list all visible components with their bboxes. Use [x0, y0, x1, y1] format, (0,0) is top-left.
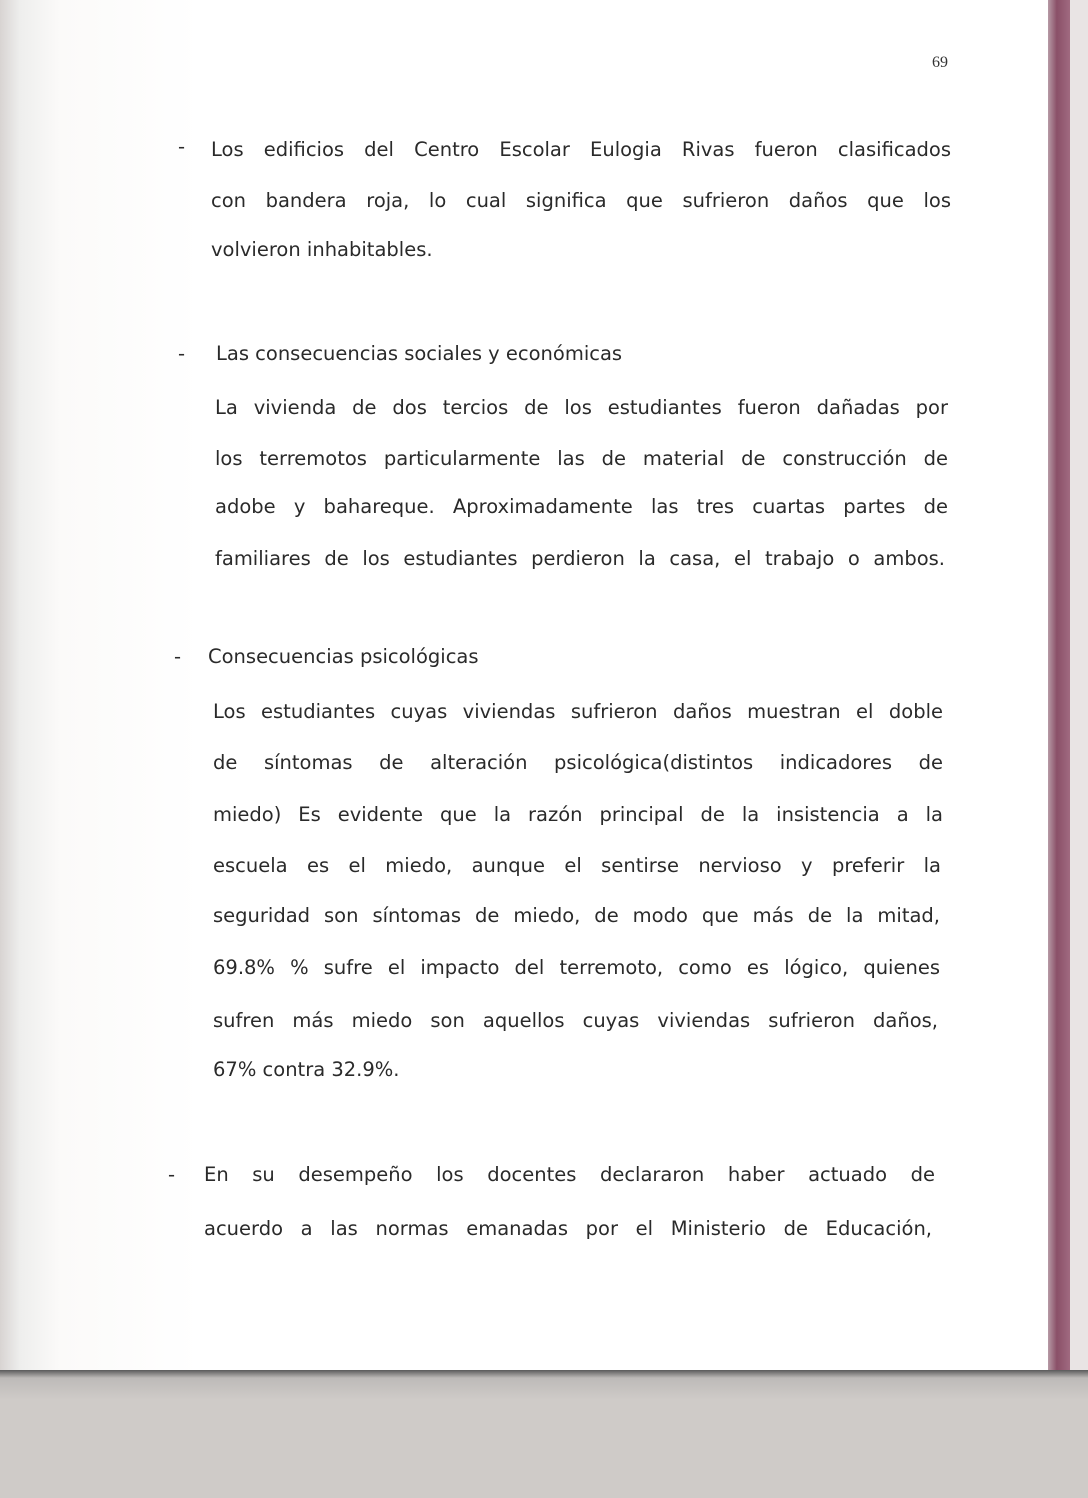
bullet-dash: - — [178, 135, 186, 158]
paragraph-line: 67% contra 32.9%. — [213, 1058, 400, 1081]
paragraph-line: Los estudiantes cuyas viviendas sufrieron daños muestran el doble — [213, 700, 943, 723]
paragraph-line: adobe y bahareque. Aproximadamente las tres cuartas partes de — [215, 495, 948, 518]
paragraph-line: volvieron inhabitables. — [211, 238, 433, 261]
paragraph-line: sufren más miedo son aquellos cuyas viviendas sufrieron daños, — [213, 1009, 938, 1032]
section-heading: Consecuencias psicológicas — [208, 645, 479, 668]
scanner-background — [0, 1370, 1088, 1498]
paragraph-line: familiares de los estudiantes perdieron la casa, el trabajo o ambos. — [215, 547, 945, 570]
paragraph-line: La vivienda de dos tercios de los estudiantes fueron dañadas por — [215, 396, 948, 419]
paragraph-line: miedo) Es evidente que la razón principal de la insistencia a la — [213, 803, 943, 826]
paragraph-line: los terremotos particularmente las de material de construcción de — [215, 447, 948, 470]
paragraph-line: En su desempeño los docentes declararon haber actuado de — [204, 1163, 935, 1186]
bullet-dash: - — [168, 1163, 176, 1186]
paragraph-line: 69.8% % sufre el impacto del terremoto, como es lógico, quienes — [213, 956, 940, 979]
paragraph-line: seguridad son síntomas de miedo, de modo que más de la mitad, — [213, 904, 940, 927]
page-number: 69 — [932, 54, 948, 71]
paragraph-line: con bandera roja, lo cual significa que sufrieron daños que los — [211, 189, 951, 212]
paragraph-line: Los edificios del Centro Escolar Eulogia Rivas fueron clasificados — [211, 138, 951, 161]
paragraph-line: escuela es el miedo, aunque el sentirse nervioso y preferir la — [213, 854, 941, 877]
bullet-dash: - — [174, 645, 182, 668]
scan-edge — [1070, 0, 1088, 1498]
paragraph-line: acuerdo a las normas emanadas por el Ministerio de Educación, — [204, 1217, 932, 1240]
section-heading: Las consecuencias sociales y económicas — [216, 342, 623, 365]
bullet-dash: - — [178, 342, 186, 365]
paragraph-line: de síntomas de alteración psicológica(distintos indicadores de — [213, 751, 943, 774]
binding-edge — [1048, 0, 1070, 1372]
